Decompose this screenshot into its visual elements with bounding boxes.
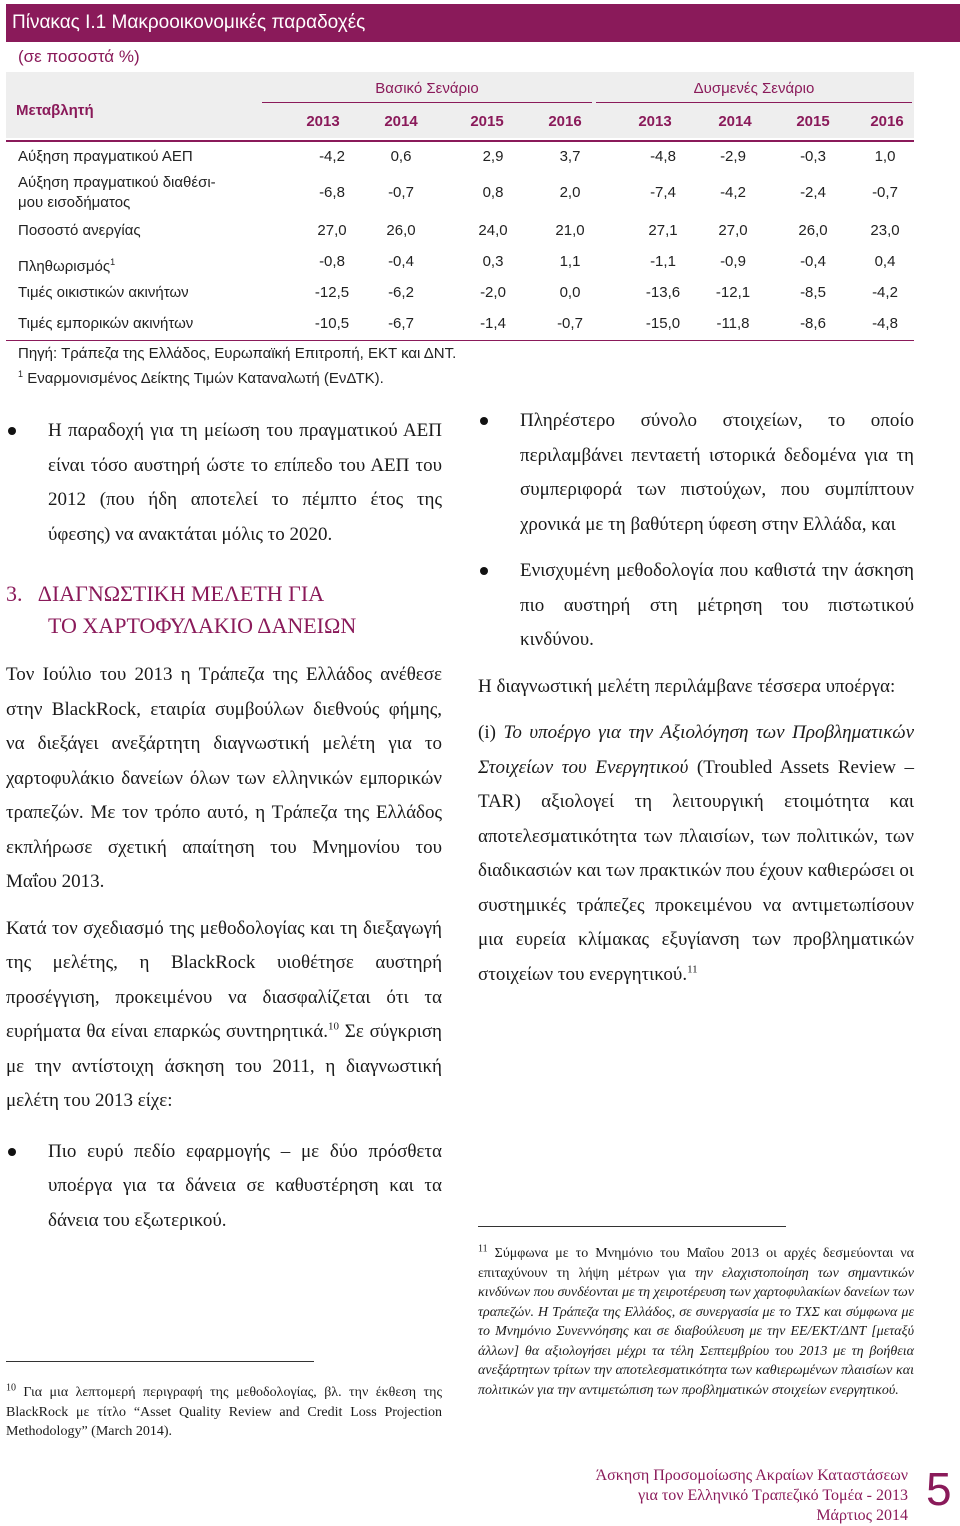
cell: -0,9: [720, 253, 746, 270]
bullet-item: [478, 404, 914, 542]
cell: -0,7: [388, 184, 414, 201]
cell: -2,4: [800, 184, 826, 201]
cell: -1,4: [480, 315, 506, 332]
cell: -6,7: [388, 315, 414, 332]
footer-line: Άσκηση Προσομοίωσης Ακραίων Καταστάσεων: [595, 1467, 908, 1484]
cell: 2,9: [482, 148, 504, 165]
left-column: [6, 414, 442, 1238]
page-footer: [596, 1466, 908, 1526]
paragraph: [6, 912, 442, 1119]
paragraph: Τον Ιούλιο του 2013 η Τράπεζα της Ελλάδος ανέθεσε στην BlackRock, εταιρία συμβούλων διεθνούς φήμης, να διεξάγει ανεξάρτητη διαγνωστική μελέτη για το χαρτοφυλάκιο δανείων όλων των ελληνικών εμπορικών τραπεζών. Με τον τρόπο αυτό, η Τράπεζα της Ελλάδος εκπλήρωσε σχετική απαίτηση του Μνημονίου του Μαΐου 2013.: [6, 664, 442, 892]
cell: -15,0: [645, 315, 681, 332]
row-label-note: 1: [110, 257, 116, 267]
paragraph-text: (Troubled Assets Review – TAR) αξιολογεί τη λειτουργική ετοιμότητα και αποτελεσματικότητα των πλαισίων, των πολιτικών, των διαδικασιών και των πρακτικών που έχουν καθιερώσει οι συστημικές τράπεζες προκειμένου να αντιμετωπίσουν μια ευρεία κλίμακας εξυγίανση των προβληματικών στοιχείων του ενεργητικού.: [478, 756, 914, 985]
cell: -4,2: [720, 184, 746, 201]
year-header: 2015: [796, 113, 830, 130]
cell: -4,2: [319, 148, 345, 165]
cell: -8,5: [800, 284, 826, 301]
footer-line: Μάρτιος 2014: [816, 1507, 908, 1524]
footnote-italic: την ελαχιστοποίηση των σημαντικών κινδύνων που συνδέονται με τη χειροτέρευση των χαρτοφυλακίων δανείων των τραπεζών. Η Τράπεζα της Ελλάδος, σε συνεργασία με το ΤΧΣ και σύμφωνα με το Μνημόνιο Συνεννόησης και σε διαβούλευση με την ΕΕ/ΕΚΤ/ΔΝΤ [μεταξύ άλλων] θα αξιολογήσει μέχρι τα τέλη Σεπτεμβρίου του 2013 με τη βοήθεια ανεξάρτητων τρίτων την αποτελεσματικότητα των καθιερωμένων πλαισίων και πολιτικών για την αντιμετώπιση των προβληματικών στοιχείων ενεργητικού.: [478, 1265, 914, 1398]
cell: -4,2: [872, 284, 898, 301]
footnote: [478, 1244, 914, 1400]
row-label: [18, 253, 115, 276]
row-label-continued: μου εισοδήματος: [18, 194, 131, 211]
scenario-adverse: Δυσμενές Σενάριο: [693, 80, 815, 97]
heading-number: 3.: [6, 581, 23, 606]
cell: -2,9: [720, 148, 746, 165]
cell: 0,6: [390, 148, 412, 165]
bullet-text: Η παραδοχή για τη μείωση του πραγματικού ΑΕΠ είναι τόσο αυστηρή ώστε το επίπεδο του ΑΕΠ του 2012 (που ήδη αποτελεί το πέμπτο έτος της ύφεσης) να ανακτάται μόλις το 2020.: [48, 420, 442, 545]
row-label: Αύξηση πραγματικού διαθέσι-: [18, 174, 216, 191]
footnote-text: Σύμφωνα με το Μνημόνιο του Μαΐου 2013 οι αρχές δεσμεύονται να επιταχύνουν τη λήψη μέτρων για: [478, 1246, 914, 1281]
table-row: [6, 282, 914, 304]
table-source: [18, 344, 456, 389]
cell: 0,8: [482, 184, 504, 201]
table-row: [6, 172, 914, 216]
year-header: 2013: [306, 113, 340, 130]
cell: -0,3: [800, 148, 826, 165]
bullet-text: Πληρέστερο σύνολο στοιχείων, το οποίο περιλαμβάνει πενταετή ιστορικά δεδομένα για τη συμπεριφορά των πιστούχων, που συμπίπτουν χρονικά με τη βαθύτερη ύφεση στην Ελλάδα, και: [520, 410, 914, 535]
bullet-text: Ενισχυμένη μεθοδολογία που καθιστά την άσκηση πιο αυστηρή στη μέτρηση του πιστωτικού κινδύνου.: [520, 560, 914, 650]
table-header-rule: [6, 140, 914, 142]
section-heading: [6, 578, 442, 642]
footnote-rule: [478, 1226, 786, 1227]
paragraph: Η διαγνωστική μελέτη περιλάμβανε τέσσερα υποέργα:: [478, 675, 896, 697]
cell: 26,0: [798, 222, 828, 239]
bullet-text: Πιο ευρύ πεδίο εφαρμογής – με δύο πρόσθετα υποέργα για τα δάνεια σε καθυστέρηση και τα δάνεια του εξωτερικού.: [48, 1140, 442, 1231]
table-title: Πίνακας Ι.1 Μακροοικονομικές παραδοχές: [6, 4, 960, 42]
cell: -6,2: [388, 284, 414, 301]
footnote-ref[interactable]: 11: [687, 963, 698, 976]
paragraph-text: Κατά τον σχεδιασμό της μεθοδολογίας και τη διεξαγωγή της μελέτης, η BlackRock υιοθέτησε αυστηρή προσέγγιση, προκειμένου να διασφαλίζεται ότι τα ευρήματα θα είναι επαρκώς συντηρητικά.: [6, 917, 442, 1042]
cell: -4,8: [872, 315, 898, 332]
cell: 24,0: [478, 222, 508, 239]
footnote-rule: [6, 1361, 314, 1362]
scenario-baseline: Βασικό Σενάριο: [375, 80, 479, 97]
cell: -13,6: [645, 284, 681, 301]
year-header: 2013: [638, 113, 672, 130]
cell: 2,0: [559, 184, 581, 201]
footer-line: για τον Ελληνικό Τραπεζικό Τομέα - 2013: [638, 1487, 908, 1504]
heading-text-2: ΤΟ ΧΑΡΤΟΦΥΛΑΚΙΟ ΔΑΝΕΙΩΝ: [48, 613, 357, 638]
note-line: [18, 364, 456, 389]
bullet-dot-icon: [8, 1148, 16, 1156]
cell: 27,1: [648, 222, 678, 239]
note-text: Εναρμονισμένος Δείκτης Τιμών Καταναλωτή (ΕνΔΤΚ).: [27, 370, 384, 387]
year-header: 2015: [470, 113, 504, 130]
table-subtitle: (σε ποσοστά %): [18, 47, 140, 66]
source-line: Πηγή: Τράπεζα της Ελλάδος, Ευρωπαϊκή Επιτροπή, ΕΚΤ και ΔΝΤ.: [18, 345, 457, 362]
footnote-number: 11: [478, 1243, 488, 1255]
year-header: 2016: [548, 113, 582, 130]
year-header: 2014: [384, 113, 418, 130]
bullet-dot-icon: [480, 567, 488, 575]
cell: 26,0: [386, 222, 416, 239]
table-bottom-rule: [6, 340, 914, 341]
cell: -11,8: [716, 315, 750, 332]
bullet-item: [6, 414, 442, 552]
table-row: [6, 146, 914, 168]
bullet-item: [478, 554, 914, 658]
cell: 27,0: [718, 222, 748, 239]
cell: -7,4: [650, 184, 676, 201]
cell: -0,4: [388, 253, 414, 270]
page-number: 5: [926, 1463, 952, 1515]
cell: 23,0: [870, 222, 900, 239]
footnote: [6, 1383, 442, 1442]
row-label: Τιμές εμπορικών ακινήτων: [18, 315, 194, 332]
table-row: [6, 251, 914, 273]
heading-text-1: ΔΙΑΓΝΩΣΤΙΚΗ ΜΕΛΕΤΗ ΓΙΑ: [37, 581, 325, 606]
cell: -6,8: [319, 184, 345, 201]
cell: 0,0: [559, 284, 581, 301]
row-label: Ποσοστό ανεργίας: [18, 222, 141, 239]
footnote-text: Για μια λεπτομερή περιγραφή της μεθοδολογίας, βλ. την έκθεση της BlackRock με τίτλο “Asset Quality Review and Credit Loss Projection Methodology” (March 2014).: [6, 1385, 443, 1439]
cell: -0,7: [872, 184, 898, 201]
right-column: [478, 404, 914, 992]
note-number: 1: [18, 369, 24, 379]
paragraph-text: Σε σύγκριση με την αντίστοιχη άσκηση του 2011, η διαγνωστική μελέτη του 2013 είχε:: [6, 1021, 442, 1111]
table-header: [6, 72, 914, 138]
cell: 0,4: [874, 253, 896, 270]
cell: -0,7: [557, 315, 583, 332]
cell: -1,1: [650, 253, 676, 270]
cell: -0,4: [800, 253, 826, 270]
scenario-baseline-rule: [262, 102, 592, 103]
cell: -10,5: [314, 315, 350, 332]
footnote-number: 10: [6, 1382, 16, 1394]
paragraph-italic: Το υποέργο για την Αξιολόγηση των Προβληματικών Στοιχείων του Ενεργητικού: [478, 722, 915, 778]
table-row: [6, 220, 914, 242]
cell: 1,1: [559, 253, 581, 270]
footnote-ref[interactable]: 10: [328, 1020, 339, 1033]
cell: 21,0: [555, 222, 585, 239]
bullet-dot-icon: [8, 427, 16, 435]
cell: -8,6: [800, 315, 826, 332]
row-label: Αύξηση πραγματικού ΑΕΠ: [18, 148, 193, 165]
cell: -4,8: [650, 148, 676, 165]
cell: 1,0: [874, 148, 896, 165]
cell: 0,3: [482, 253, 504, 270]
paragraph: [478, 716, 914, 992]
heading-line: [6, 578, 442, 610]
table-row: [6, 313, 914, 335]
cell: -2,0: [480, 284, 506, 301]
cell: 27,0: [317, 222, 347, 239]
year-header: 2016: [870, 113, 904, 130]
row-label: Τιμές οικιστικών ακινήτων: [18, 284, 189, 301]
row-label-text: Πληθωρισμός: [18, 258, 111, 275]
paragraph-text: (i): [478, 722, 504, 743]
cell: -12,1: [715, 284, 751, 301]
variable-header: Μεταβλητή: [16, 102, 94, 119]
cell: 3,7: [559, 148, 581, 165]
cell: -12,5: [314, 284, 350, 301]
bullet-item: [6, 1135, 442, 1239]
scenario-adverse-rule: [596, 102, 912, 103]
cell: -0,8: [319, 253, 345, 270]
bullet-dot-icon: [480, 417, 488, 425]
year-header: 2014: [718, 113, 752, 130]
